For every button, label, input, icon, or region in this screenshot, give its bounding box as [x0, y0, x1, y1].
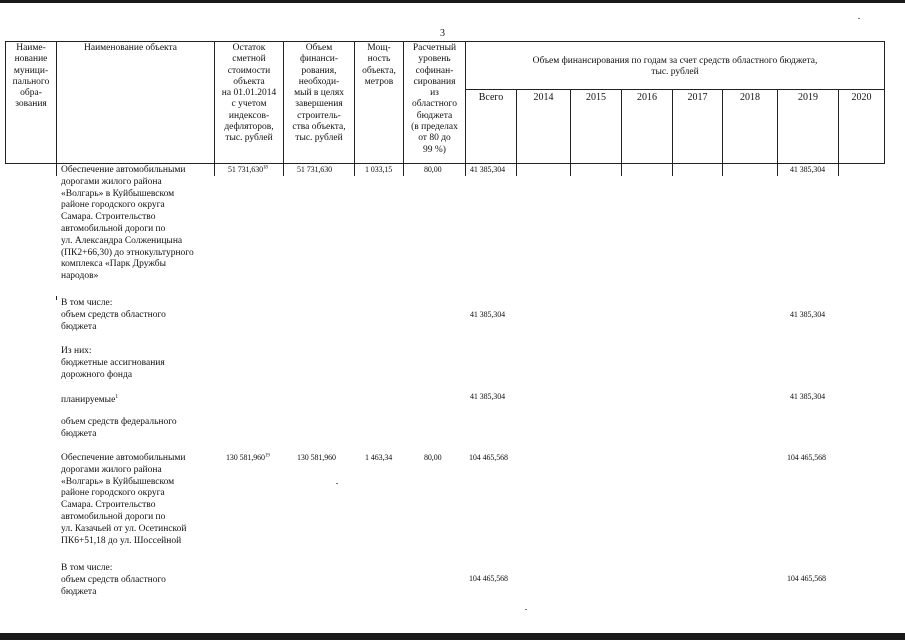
row-balance: 130 581,960$^{19}$ — [226, 453, 270, 462]
header-object-name: Наименование объекта — [84, 43, 178, 53]
header-balance: Остаток сметной стоимости объекта на 01.01.2014 с учетом индексов- дефляторов, тыс. рублей — [221, 43, 277, 144]
scan-speck — [525, 609, 527, 610]
row-funding-needed: 130 581,960 — [297, 453, 336, 462]
header-year-2018: 2018 — [740, 92, 760, 103]
row-object-name: Обеспечение автомобильными дорогами жилого района «Волгарь» в Куйбышевском районе городского округа Самара. Строительство автомобильной дороги по ул. Казачьей от ул. Осетинской ПК6+51,18 до ул. Шоссейной — [61, 453, 187, 546]
row-object-name: Обеспечение автомобильными дорогами жилого района «Волгарь» в Куйбышевском районе городского округа Самара. Строительство автомобильной дороги по ул. Александра Солженицына (ПК2+66,30) до этнокультурного комплекса «Парк Дружбы народов» — [61, 165, 194, 282]
row-funding-needed: 51 731,630 — [297, 165, 333, 174]
header-municipality: Наиме- нование муници- пального обра- зования — [12, 43, 50, 110]
row-object-name: В том числе: объем средств областного бюджета — [61, 563, 166, 597]
header-total: Всего — [478, 92, 504, 103]
header-cofinancing: Расчетный уровень софинан- сирования из областного бюджета (в пределах от 80 до 99 %) — [411, 43, 458, 155]
row-object-name: В том числе: объем средств областного бюджета — [61, 298, 166, 332]
header-year-2020: 2020 — [851, 92, 872, 103]
scan-speck — [858, 18, 860, 19]
row-total: 104 465,568 — [469, 453, 508, 462]
header-funding-by-year: Объем финансирования по годам за счет средств областного бюджета, тыс. рублей — [532, 56, 818, 78]
row-year-2019: 104 465,568 — [787, 453, 826, 462]
row-cofinancing: 80,00 — [424, 165, 442, 174]
row-capacity: 1 033,15 — [365, 165, 393, 174]
row-total: 41 385,304 — [470, 165, 506, 174]
header-capacity: Мощ- ность объекта, метров — [362, 43, 396, 87]
row-balance: 51 731,630$^{18}$ — [228, 165, 268, 174]
scan-speck — [336, 483, 338, 484]
scan-top-border — [0, 0, 905, 3]
row-capacity: 1 463,34 — [365, 453, 393, 462]
row-year-2019: 41 385,304 — [790, 165, 826, 174]
header-year-2019: 2019 — [798, 92, 818, 103]
header-year-2017: 2017 — [687, 92, 708, 103]
header-year-2015: 2015 — [586, 92, 606, 103]
row-year-2019: 104 465,568 — [787, 574, 826, 583]
row-object-name: Из них: бюджетные ассигнования дорожного фонда — [61, 346, 165, 380]
header-year-2016: 2016 — [637, 92, 657, 103]
row-object-name: планируемые$^1$ — [61, 394, 119, 406]
row-total: 104 465,568 — [469, 574, 508, 583]
row-year-2019: 41 385,304 — [790, 392, 826, 401]
header-funding-needed: Объем финанси- рования, необходи- мый в целях завершения строитель- ства объекта, тыс. рублей — [292, 43, 346, 144]
row-object-name: объем средств федерального бюджета — [61, 417, 177, 439]
header-year-2014: 2014 — [533, 92, 554, 103]
row-total: 41 385,304 — [470, 310, 506, 319]
row-year-2019: 41 385,304 — [790, 310, 826, 319]
page-number: 3 — [440, 28, 445, 39]
scan-bottom-border — [0, 633, 905, 640]
row-cofinancing: 80,00 — [424, 453, 442, 462]
row-total: 41 385,304 — [470, 392, 506, 401]
